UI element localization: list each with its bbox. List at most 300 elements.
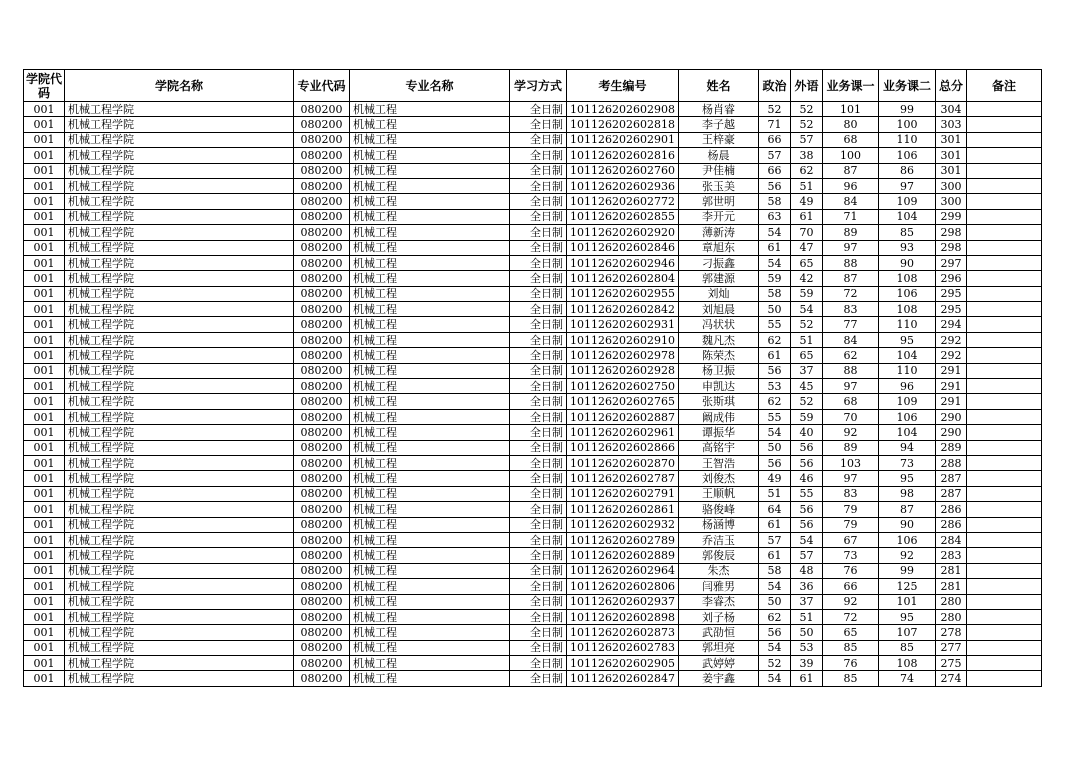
student-name-cell: 刘俊杰 [678,471,758,486]
foreign-language-score-cell: 51 [790,178,822,193]
remarks-cell [967,486,1042,501]
total-score-cell: 303 [935,117,966,132]
college-name-cell: 机械工程学院 [65,286,294,301]
politics-score-cell: 71 [758,117,790,132]
politics-score-cell: 54 [758,225,790,240]
study-mode-cell: 全日制 [510,471,567,486]
college-name-cell: 机械工程学院 [65,502,294,517]
subject-1-score-cell: 100 [822,148,878,163]
study-mode-cell: 全日制 [510,379,567,394]
major-code-cell: 080200 [294,117,350,132]
candidate-id-cell: 101126202602955 [567,286,679,301]
major-code-cell: 080200 [294,209,350,224]
subject-2-score-cell: 99 [878,102,935,117]
subject-1-score-cell: 89 [822,225,878,240]
total-score-cell: 296 [935,271,966,286]
candidate-id-cell: 101126202602772 [567,194,679,209]
major-name-cell: 机械工程 [350,409,510,424]
politics-score-cell: 61 [758,240,790,255]
politics-score-cell: 63 [758,209,790,224]
subject-2-score-cell: 104 [878,425,935,440]
remarks-cell [967,394,1042,409]
student-name-cell: 薄新涛 [678,225,758,240]
student-name-cell: 杨肖睿 [678,102,758,117]
student-name-cell: 张玉美 [678,178,758,193]
subject-2-score-cell: 95 [878,471,935,486]
college-code-cell: 001 [24,455,65,470]
foreign-language-score-cell: 52 [790,102,822,117]
student-name-cell: 尹佳楠 [678,163,758,178]
study-mode-cell: 全日制 [510,594,567,609]
politics-score-cell: 54 [758,255,790,270]
table-row [24,317,1042,332]
header-subject-1: 业务课一 [822,70,878,102]
major-code-cell: 080200 [294,302,350,317]
major-name-cell: 机械工程 [350,579,510,594]
student-name-cell: 魏凡杰 [678,332,758,347]
college-code-cell: 001 [24,102,65,117]
major-code-cell: 080200 [294,194,350,209]
college-name-cell: 机械工程学院 [65,163,294,178]
subject-2-score-cell: 100 [878,117,935,132]
total-score-cell: 284 [935,532,966,547]
remarks-cell [967,532,1042,547]
candidate-id-cell: 101126202602873 [567,625,679,640]
total-score-cell: 294 [935,317,966,332]
major-code-cell: 080200 [294,671,350,686]
foreign-language-score-cell: 59 [790,409,822,424]
total-score-cell: 287 [935,471,966,486]
remarks-cell [967,209,1042,224]
politics-score-cell: 55 [758,409,790,424]
table-row [24,240,1042,255]
total-score-cell: 280 [935,594,966,609]
subject-2-score-cell: 94 [878,440,935,455]
candidate-id-cell: 101126202602937 [567,594,679,609]
total-score-cell: 292 [935,348,966,363]
foreign-language-score-cell: 50 [790,625,822,640]
subject-2-score-cell: 101 [878,594,935,609]
remarks-cell [967,102,1042,117]
major-code-cell: 080200 [294,548,350,563]
subject-2-score-cell: 95 [878,609,935,624]
table-row [24,471,1042,486]
subject-1-score-cell: 80 [822,117,878,132]
header-total: 总分 [935,70,966,102]
college-code-cell: 001 [24,486,65,501]
header-name: 姓名 [678,70,758,102]
student-name-cell: 乔洁玉 [678,532,758,547]
study-mode-cell: 全日制 [510,394,567,409]
college-name-cell: 机械工程学院 [65,255,294,270]
politics-score-cell: 56 [758,455,790,470]
politics-score-cell: 62 [758,394,790,409]
candidate-id-cell: 101126202602760 [567,163,679,178]
major-code-cell: 080200 [294,440,350,455]
student-name-cell: 郭建源 [678,271,758,286]
politics-score-cell: 61 [758,548,790,563]
candidate-id-cell: 101126202602791 [567,486,679,501]
remarks-cell [967,609,1042,624]
subject-2-score-cell: 90 [878,255,935,270]
remarks-cell [967,656,1042,671]
subject-2-score-cell: 85 [878,225,935,240]
subject-2-score-cell: 110 [878,363,935,378]
study-mode-cell: 全日制 [510,255,567,270]
major-name-cell: 机械工程 [350,102,510,117]
foreign-language-score-cell: 55 [790,486,822,501]
subject-1-score-cell: 88 [822,255,878,270]
total-score-cell: 299 [935,209,966,224]
college-name-cell: 机械工程学院 [65,209,294,224]
college-code-cell: 001 [24,409,65,424]
college-name-cell: 机械工程学院 [65,409,294,424]
major-code-cell: 080200 [294,178,350,193]
subject-1-score-cell: 68 [822,394,878,409]
politics-score-cell: 57 [758,532,790,547]
major-name-cell: 机械工程 [350,363,510,378]
major-name-cell: 机械工程 [350,440,510,455]
study-mode-cell: 全日制 [510,409,567,424]
table-body [24,102,1042,687]
subject-1-score-cell: 97 [822,240,878,255]
total-score-cell: 274 [935,671,966,686]
college-name-cell: 机械工程学院 [65,594,294,609]
foreign-language-score-cell: 61 [790,671,822,686]
major-code-cell: 080200 [294,517,350,532]
study-mode-cell: 全日制 [510,271,567,286]
student-name-cell: 李睿杰 [678,594,758,609]
candidate-id-cell: 101126202602855 [567,209,679,224]
college-name-cell: 机械工程学院 [65,363,294,378]
subject-1-score-cell: 79 [822,502,878,517]
college-name-cell: 机械工程学院 [65,532,294,547]
politics-score-cell: 50 [758,594,790,609]
study-mode-cell: 全日制 [510,656,567,671]
subject-1-score-cell: 76 [822,563,878,578]
total-score-cell: 280 [935,609,966,624]
college-name-cell: 机械工程学院 [65,548,294,563]
politics-score-cell: 66 [758,163,790,178]
college-code-cell: 001 [24,579,65,594]
study-mode-cell: 全日制 [510,517,567,532]
table-row [24,455,1042,470]
subject-1-score-cell: 92 [822,594,878,609]
study-mode-cell: 全日制 [510,548,567,563]
header-remarks: 备注 [967,70,1042,102]
total-score-cell: 300 [935,178,966,193]
total-score-cell: 286 [935,517,966,532]
candidate-id-cell: 101126202602889 [567,548,679,563]
subject-2-score-cell: 109 [878,194,935,209]
student-name-cell: 申凯达 [678,379,758,394]
college-code-cell: 001 [24,271,65,286]
student-name-cell: 杨涵博 [678,517,758,532]
remarks-cell [967,640,1042,655]
table-row [24,517,1042,532]
table-row [24,609,1042,624]
college-name-cell: 机械工程学院 [65,671,294,686]
politics-score-cell: 59 [758,271,790,286]
subject-1-score-cell: 97 [822,471,878,486]
student-name-cell: 郭世明 [678,194,758,209]
major-code-cell: 080200 [294,409,350,424]
college-code-cell: 001 [24,163,65,178]
foreign-language-score-cell: 47 [790,240,822,255]
candidate-id-cell: 101126202602806 [567,579,679,594]
student-name-cell: 章旭东 [678,240,758,255]
candidate-id-cell: 101126202602789 [567,532,679,547]
major-name-cell: 机械工程 [350,178,510,193]
politics-score-cell: 57 [758,148,790,163]
table-row [24,486,1042,501]
politics-score-cell: 56 [758,363,790,378]
table-row [24,348,1042,363]
major-name-cell: 机械工程 [350,471,510,486]
college-code-cell: 001 [24,178,65,193]
foreign-language-score-cell: 52 [790,317,822,332]
table-row [24,255,1042,270]
remarks-cell [967,594,1042,609]
major-code-cell: 080200 [294,532,350,547]
student-name-cell: 阚成伟 [678,409,758,424]
study-mode-cell: 全日制 [510,609,567,624]
table-row [24,332,1042,347]
header-candidate-id: 考生编号 [567,70,679,102]
student-name-cell: 刘灿 [678,286,758,301]
candidate-id-cell: 101126202602846 [567,240,679,255]
total-score-cell: 295 [935,302,966,317]
major-name-cell: 机械工程 [350,625,510,640]
remarks-cell [967,302,1042,317]
table-row [24,425,1042,440]
subject-1-score-cell: 96 [822,178,878,193]
candidate-id-cell: 101126202602866 [567,440,679,455]
study-mode-cell: 全日制 [510,363,567,378]
major-name-cell: 机械工程 [350,163,510,178]
study-mode-cell: 全日制 [510,640,567,655]
total-score-cell: 304 [935,102,966,117]
student-name-cell: 李子越 [678,117,758,132]
subject-2-score-cell: 73 [878,455,935,470]
college-name-cell: 机械工程学院 [65,656,294,671]
table-row [24,394,1042,409]
candidate-id-cell: 101126202602931 [567,317,679,332]
major-code-cell: 080200 [294,594,350,609]
major-name-cell: 机械工程 [350,271,510,286]
subject-1-score-cell: 62 [822,348,878,363]
foreign-language-score-cell: 56 [790,517,822,532]
subject-1-score-cell: 70 [822,409,878,424]
subject-2-score-cell: 95 [878,332,935,347]
major-code-cell: 080200 [294,348,350,363]
subject-2-score-cell: 104 [878,209,935,224]
subject-2-score-cell: 104 [878,348,935,363]
college-name-cell: 机械工程学院 [65,240,294,255]
remarks-cell [967,317,1042,332]
table-row [24,178,1042,193]
table-row [24,148,1042,163]
major-code-cell: 080200 [294,425,350,440]
remarks-cell [967,132,1042,147]
study-mode-cell: 全日制 [510,163,567,178]
student-name-cell: 杨晨 [678,148,758,163]
table-row [24,579,1042,594]
candidate-id-cell: 101126202602961 [567,425,679,440]
table-row [24,271,1042,286]
college-code-cell: 001 [24,671,65,686]
remarks-cell [967,255,1042,270]
college-name-cell: 机械工程学院 [65,455,294,470]
college-code-cell: 001 [24,563,65,578]
candidate-id-cell: 101126202602920 [567,225,679,240]
student-name-cell: 李开元 [678,209,758,224]
subject-1-score-cell: 87 [822,163,878,178]
total-score-cell: 291 [935,379,966,394]
table-row [24,194,1042,209]
total-score-cell: 292 [935,332,966,347]
subject-1-score-cell: 85 [822,640,878,655]
subject-2-score-cell: 87 [878,502,935,517]
candidate-id-cell: 101126202602936 [567,178,679,193]
politics-score-cell: 56 [758,625,790,640]
major-code-cell: 080200 [294,625,350,640]
table-row [24,363,1042,378]
subject-2-score-cell: 106 [878,148,935,163]
remarks-cell [967,163,1042,178]
study-mode-cell: 全日制 [510,225,567,240]
total-score-cell: 281 [935,579,966,594]
study-mode-cell: 全日制 [510,240,567,255]
total-score-cell: 301 [935,148,966,163]
subject-1-score-cell: 85 [822,671,878,686]
politics-score-cell: 49 [758,471,790,486]
college-name-cell: 机械工程学院 [65,394,294,409]
student-name-cell: 谭振华 [678,425,758,440]
table-row [24,440,1042,455]
foreign-language-score-cell: 39 [790,656,822,671]
remarks-cell [967,225,1042,240]
major-code-cell: 080200 [294,502,350,517]
major-name-cell: 机械工程 [350,194,510,209]
subject-2-score-cell: 92 [878,548,935,563]
table-row [24,132,1042,147]
college-name-cell: 机械工程学院 [65,609,294,624]
college-code-cell: 001 [24,609,65,624]
candidate-id-cell: 101126202602861 [567,502,679,517]
subject-1-score-cell: 83 [822,302,878,317]
table-row [24,117,1042,132]
college-code-cell: 001 [24,532,65,547]
college-name-cell: 机械工程学院 [65,563,294,578]
college-code-cell: 001 [24,117,65,132]
total-score-cell: 287 [935,486,966,501]
study-mode-cell: 全日制 [510,317,567,332]
remarks-cell [967,671,1042,686]
student-name-cell: 郭坦亮 [678,640,758,655]
foreign-language-score-cell: 38 [790,148,822,163]
foreign-language-score-cell: 48 [790,563,822,578]
subject-2-score-cell: 90 [878,517,935,532]
total-score-cell: 278 [935,625,966,640]
major-code-cell: 080200 [294,148,350,163]
student-name-cell: 姜宇鑫 [678,671,758,686]
candidate-id-cell: 101126202602787 [567,471,679,486]
college-code-cell: 001 [24,363,65,378]
college-code-cell: 001 [24,286,65,301]
college-name-cell: 机械工程学院 [65,178,294,193]
candidate-id-cell: 101126202602978 [567,348,679,363]
remarks-cell [967,286,1042,301]
college-name-cell: 机械工程学院 [65,440,294,455]
header-study-mode: 学习方式 [510,70,567,102]
table-row [24,225,1042,240]
remarks-cell [967,148,1042,163]
college-code-cell: 001 [24,425,65,440]
foreign-language-score-cell: 36 [790,579,822,594]
candidate-id-cell: 101126202602804 [567,271,679,286]
college-code-cell: 001 [24,255,65,270]
header-row [24,70,1042,102]
subject-1-score-cell: 66 [822,579,878,594]
student-name-cell: 王梓豪 [678,132,758,147]
subject-2-score-cell: 108 [878,656,935,671]
politics-score-cell: 58 [758,194,790,209]
student-name-cell: 张斯琪 [678,394,758,409]
table-row [24,532,1042,547]
remarks-cell [967,379,1042,394]
foreign-language-score-cell: 62 [790,163,822,178]
candidate-id-cell: 101126202602847 [567,671,679,686]
subject-1-score-cell: 68 [822,132,878,147]
college-code-cell: 001 [24,225,65,240]
politics-score-cell: 50 [758,440,790,455]
total-score-cell: 277 [935,640,966,655]
study-mode-cell: 全日制 [510,455,567,470]
remarks-cell [967,455,1042,470]
table-row [24,379,1042,394]
table-row [24,286,1042,301]
total-score-cell: 295 [935,286,966,301]
college-code-cell: 001 [24,132,65,147]
table-row [24,625,1042,640]
major-code-cell: 080200 [294,486,350,501]
major-name-cell: 机械工程 [350,209,510,224]
study-mode-cell: 全日制 [510,425,567,440]
major-name-cell: 机械工程 [350,225,510,240]
remarks-cell [967,502,1042,517]
student-name-cell: 杨卫振 [678,363,758,378]
major-code-cell: 080200 [294,332,350,347]
subject-1-score-cell: 67 [822,532,878,547]
college-name-cell: 机械工程学院 [65,379,294,394]
politics-score-cell: 55 [758,317,790,332]
subject-1-score-cell: 88 [822,363,878,378]
remarks-cell [967,271,1042,286]
subject-1-score-cell: 84 [822,194,878,209]
politics-score-cell: 52 [758,102,790,117]
foreign-language-score-cell: 51 [790,332,822,347]
subject-2-score-cell: 93 [878,240,935,255]
total-score-cell: 291 [935,394,966,409]
major-name-cell: 机械工程 [350,425,510,440]
major-name-cell: 机械工程 [350,148,510,163]
header-college-name: 学院名称 [65,70,294,102]
major-code-cell: 080200 [294,225,350,240]
major-name-cell: 机械工程 [350,594,510,609]
major-name-cell: 机械工程 [350,563,510,578]
politics-score-cell: 54 [758,671,790,686]
